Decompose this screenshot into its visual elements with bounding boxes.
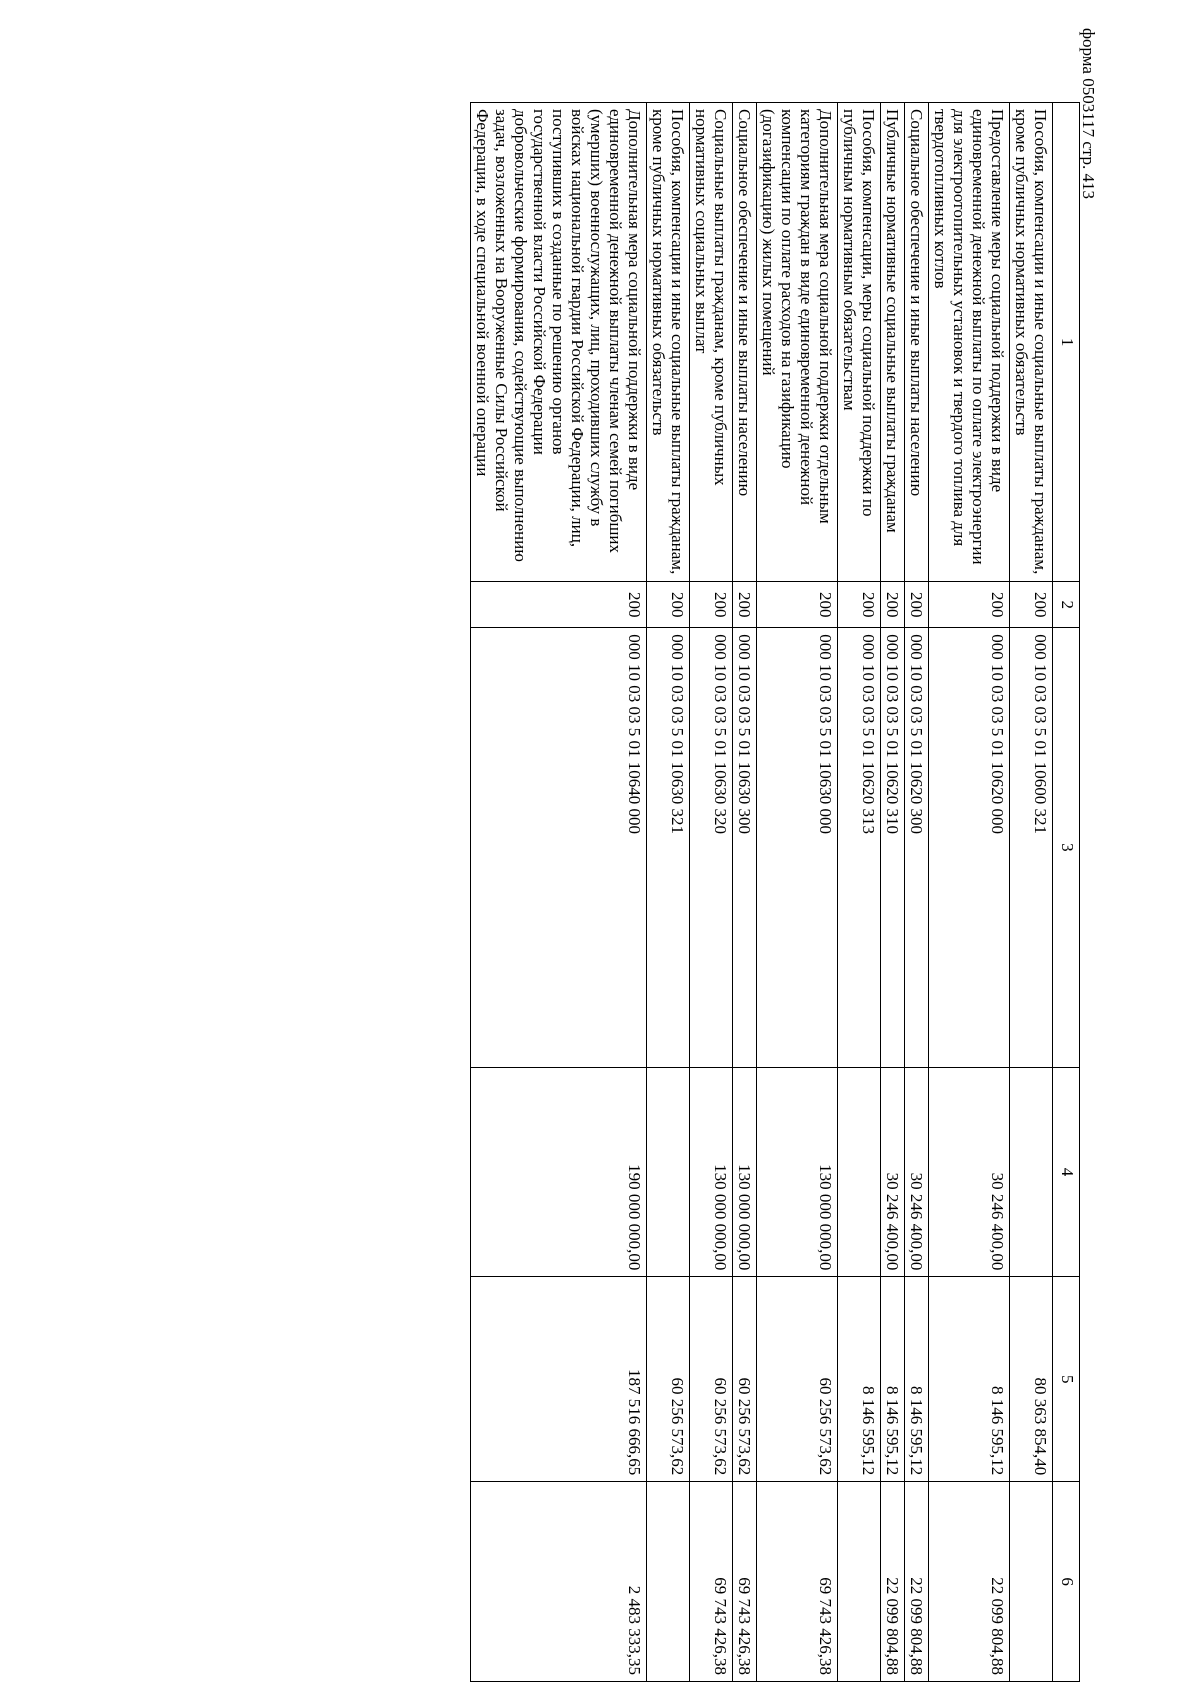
row-executed: 8 146 595,12 bbox=[881, 1277, 905, 1482]
table-row bbox=[838, 103, 881, 1682]
row-name: Социальные выплаты гражданам, кроме публичных нормативных социальных выплат bbox=[690, 103, 733, 582]
row-executed: 8 146 595,12 bbox=[929, 1277, 1010, 1482]
table-row bbox=[1010, 103, 1053, 1682]
row-name: Дополнительная мера социальной поддержки отдельным категориям граждан в виде единовременной денежной компенсации по оплате расходов на газификацию (догазификацию) жилых помещений bbox=[757, 103, 838, 582]
row-approved: 30 246 400,00 bbox=[881, 1067, 905, 1277]
rotated-report-page bbox=[120, 102, 1080, 1682]
row-code: 200 bbox=[838, 582, 881, 628]
row-code: 200 bbox=[757, 582, 838, 628]
row-approved: 130 000 000,00 bbox=[733, 1067, 757, 1277]
column-header-1: 1 bbox=[1053, 103, 1080, 582]
form-label-text: форма 0503117 стр. 413 bbox=[1079, 28, 1098, 199]
column-header-4: 4 bbox=[1053, 1067, 1080, 1277]
row-approved bbox=[838, 1067, 881, 1277]
row-executed: 187 516 666,65 bbox=[471, 1277, 647, 1482]
row-code: 200 bbox=[1010, 582, 1053, 628]
row-name: Пособия, компенсации и иные социальные выплаты гражданам, кроме публичных нормативных обязательств bbox=[1010, 103, 1053, 582]
column-header-3: 3 bbox=[1053, 628, 1080, 1067]
row-unexecuted bbox=[1010, 1482, 1053, 1682]
row-unexecuted: 22 099 804,88 bbox=[929, 1482, 1010, 1682]
row-kbk: 000 10 03 03 5 01 10630 000 bbox=[757, 628, 838, 1067]
row-unexecuted: 69 743 426,38 bbox=[757, 1482, 838, 1682]
row-unexecuted: 69 743 426,38 bbox=[690, 1482, 733, 1682]
row-kbk: 000 10 03 03 5 01 10620 310 bbox=[881, 628, 905, 1067]
column-header-5: 5 bbox=[1053, 1277, 1080, 1482]
row-approved: 30 246 400,00 bbox=[929, 1067, 1010, 1277]
row-executed: 60 256 573,62 bbox=[647, 1277, 690, 1482]
row-kbk: 000 10 03 03 5 01 10630 300 bbox=[733, 628, 757, 1067]
row-approved bbox=[647, 1067, 690, 1277]
row-name: Дополнительная мера социальной поддержки в виде единовременной денежной выплаты членам семей погибших (умерших) военнослужащих, лиц, проходивших службу в войсках национальной гвардии Российской Федерации, лиц, поступивших в созданные по решению органов государственной власти Российской Федерации добровольческие формирования, содействующие выполнению задач, возложенных на Вооруженные Силы Российской Федерации, в ходе специальной военной операции bbox=[471, 103, 647, 582]
row-executed: 80 363 854,40 bbox=[1010, 1277, 1053, 1482]
table-row bbox=[757, 103, 838, 1682]
row-name: Предоставление меры социальной поддержки в виде единовременной денежной выплаты по оплате электроэнергии для электроотопительных установок и твердого топлива для твердотопливных котлов bbox=[929, 103, 1010, 582]
row-unexecuted: 69 743 426,38 bbox=[733, 1482, 757, 1682]
table-row bbox=[905, 103, 929, 1682]
table-row bbox=[647, 103, 690, 1682]
row-unexecuted: 2 483 333,35 bbox=[471, 1482, 647, 1682]
row-code: 200 bbox=[929, 582, 1010, 628]
column-number-row bbox=[1053, 103, 1080, 1682]
row-kbk: 000 10 03 03 5 01 10600 321 bbox=[1010, 628, 1053, 1067]
row-approved: 190 000 000,00 bbox=[471, 1067, 647, 1277]
row-unexecuted bbox=[647, 1482, 690, 1682]
table-row bbox=[929, 103, 1010, 1682]
table-row bbox=[690, 103, 733, 1682]
row-unexecuted bbox=[838, 1482, 881, 1682]
row-code: 200 bbox=[905, 582, 929, 628]
row-code: 200 bbox=[471, 582, 647, 628]
row-name: Социальное обеспечение и иные выплаты населению bbox=[733, 103, 757, 582]
row-code: 200 bbox=[733, 582, 757, 628]
row-name: Публичные нормативные социальные выплаты гражданам bbox=[881, 103, 905, 582]
row-executed: 60 256 573,62 bbox=[757, 1277, 838, 1482]
row-executed: 60 256 573,62 bbox=[733, 1277, 757, 1482]
table-row bbox=[733, 103, 757, 1682]
row-unexecuted: 22 099 804,88 bbox=[881, 1482, 905, 1682]
row-name: Пособия, компенсации, меры социальной поддержки по публичным нормативным обязательствам bbox=[838, 103, 881, 582]
row-kbk: 000 10 03 03 5 01 10620 300 bbox=[905, 628, 929, 1067]
row-executed: 8 146 595,12 bbox=[838, 1277, 881, 1482]
row-kbk: 000 10 03 03 5 01 10630 321 bbox=[647, 628, 690, 1067]
row-approved: 130 000 000,00 bbox=[690, 1067, 733, 1277]
budget-execution-table bbox=[470, 102, 1080, 1682]
row-code: 200 bbox=[647, 582, 690, 628]
row-executed: 8 146 595,12 bbox=[905, 1277, 929, 1482]
table-row bbox=[881, 103, 905, 1682]
row-kbk: 000 10 03 03 5 01 10640 000 bbox=[471, 628, 647, 1067]
row-approved: 30 246 400,00 bbox=[905, 1067, 929, 1277]
row-kbk: 000 10 03 03 5 01 10620 313 bbox=[838, 628, 881, 1067]
row-approved bbox=[1010, 1067, 1053, 1277]
table-row bbox=[471, 103, 647, 1682]
row-code: 200 bbox=[690, 582, 733, 628]
column-header-6: 6 bbox=[1053, 1482, 1080, 1682]
row-kbk: 000 10 03 03 5 01 10630 320 bbox=[690, 628, 733, 1067]
row-kbk: 000 10 03 03 5 01 10620 000 bbox=[929, 628, 1010, 1067]
row-approved: 130 000 000,00 bbox=[757, 1067, 838, 1277]
row-name: Социальное обеспечение и иные выплаты населению bbox=[905, 103, 929, 582]
row-executed: 60 256 573,62 bbox=[690, 1277, 733, 1482]
column-header-2: 2 bbox=[1053, 582, 1080, 628]
row-code: 200 bbox=[881, 582, 905, 628]
row-unexecuted: 22 099 804,88 bbox=[905, 1482, 929, 1682]
row-name: Пособия, компенсации и иные социальные выплаты гражданам, кроме публичных нормативных обязательств bbox=[647, 103, 690, 582]
